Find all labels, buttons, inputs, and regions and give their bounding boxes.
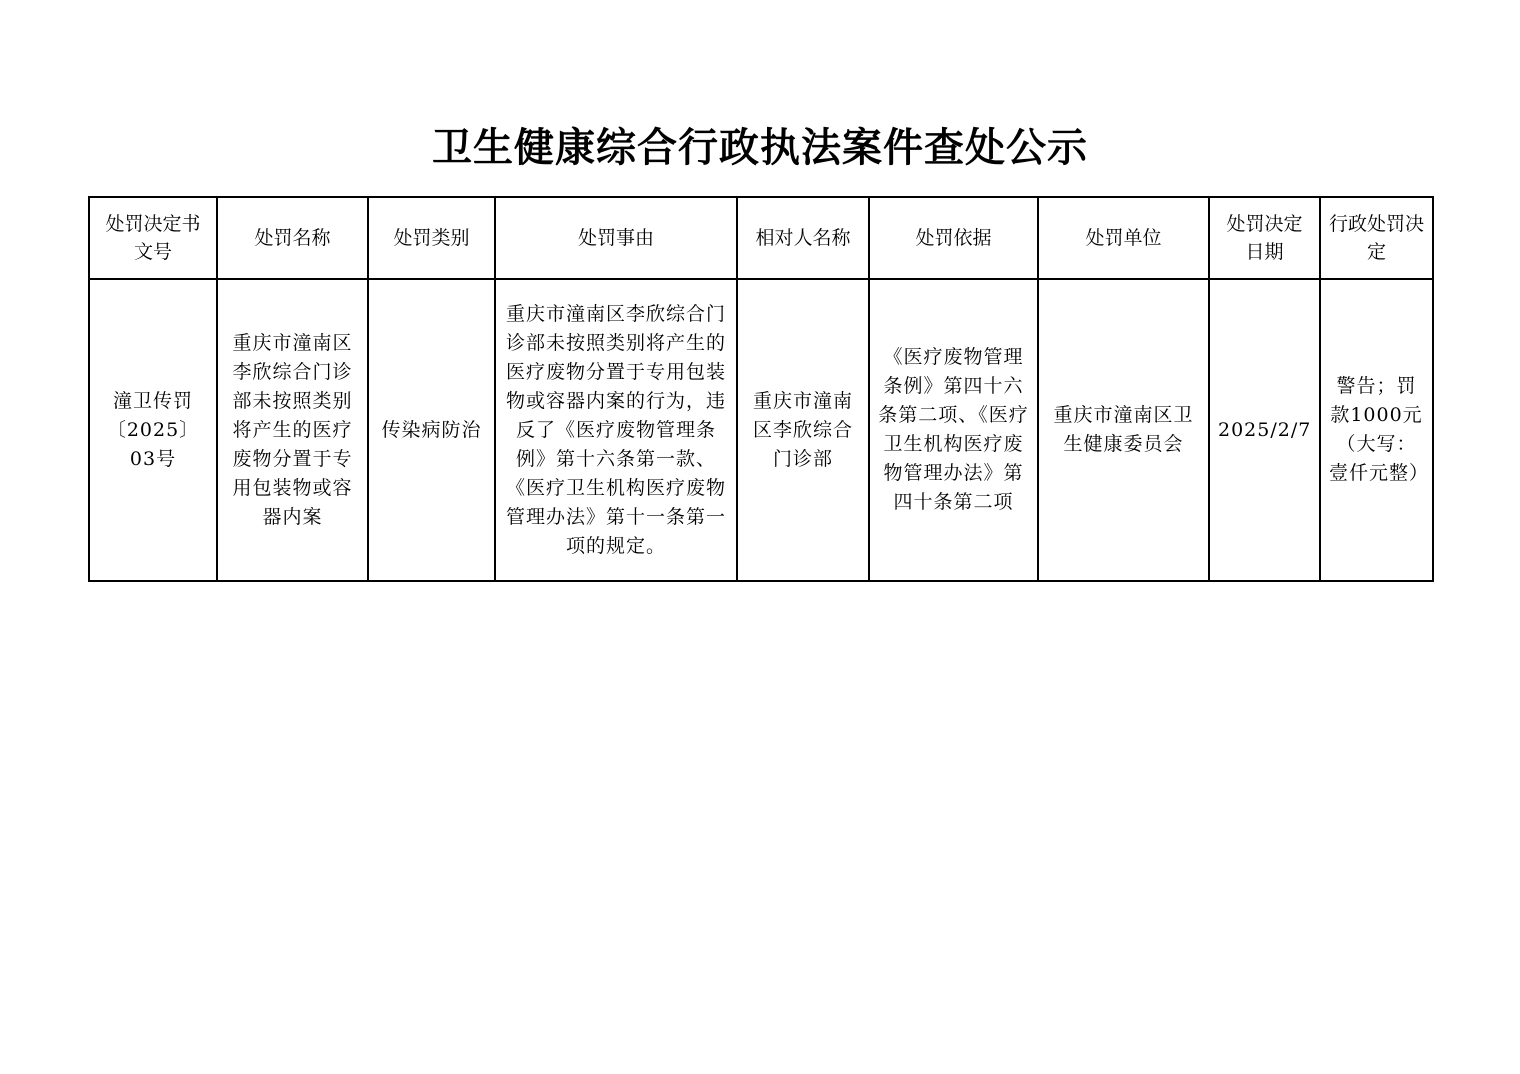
cell-date: 2025/2/7: [1209, 279, 1320, 581]
table-header-row: [89, 197, 1433, 279]
penalty-notice-table: [88, 196, 1434, 582]
header-party: 相对人名称: [737, 197, 869, 279]
cell-penalty-name: 重庆市潼南区李欣综合门诊部未按照类别将产生的医疗废物分置于专用包装物或容器内案: [217, 279, 368, 581]
header-decision: 行政处罚决定: [1320, 197, 1433, 279]
header-basis: 处罚依据: [869, 197, 1038, 279]
cell-decision-no: 潼卫传罚〔2025〕03号: [89, 279, 217, 581]
cell-basis: 《医疗废物管理条例》第四十六条第二项、《医疗卫生机构医疗废物管理办法》第四十条第二项: [869, 279, 1038, 581]
header-decision-no: 处罚决定书文号: [89, 197, 217, 279]
header-reason: 处罚事由: [495, 197, 737, 279]
header-date: 处罚决定日期: [1209, 197, 1320, 279]
header-category: 处罚类别: [368, 197, 495, 279]
header-penalty-name: 处罚名称: [217, 197, 368, 279]
cell-unit: 重庆市潼南区卫生健康委员会: [1038, 279, 1209, 581]
cell-category: 传染病防治: [368, 279, 495, 581]
table-row: [89, 279, 1433, 581]
cell-reason: 重庆市潼南区李欣综合门诊部未按照类别将产生的医疗废物分置于专用包装物或容器内案的行为，违反了《医疗废物管理条例》第十六条第一款、《医疗卫生机构医疗废物管理办法》第十一条第一项的规定。: [495, 279, 737, 581]
header-unit: 处罚单位: [1038, 197, 1209, 279]
cell-party: 重庆市潼南区李欣综合门诊部: [737, 279, 869, 581]
cell-decision: 警告；罚款1000元（大写：壹仟元整）: [1320, 279, 1433, 581]
page-title: 卫生健康综合行政执法案件查处公示: [432, 124, 1088, 171]
